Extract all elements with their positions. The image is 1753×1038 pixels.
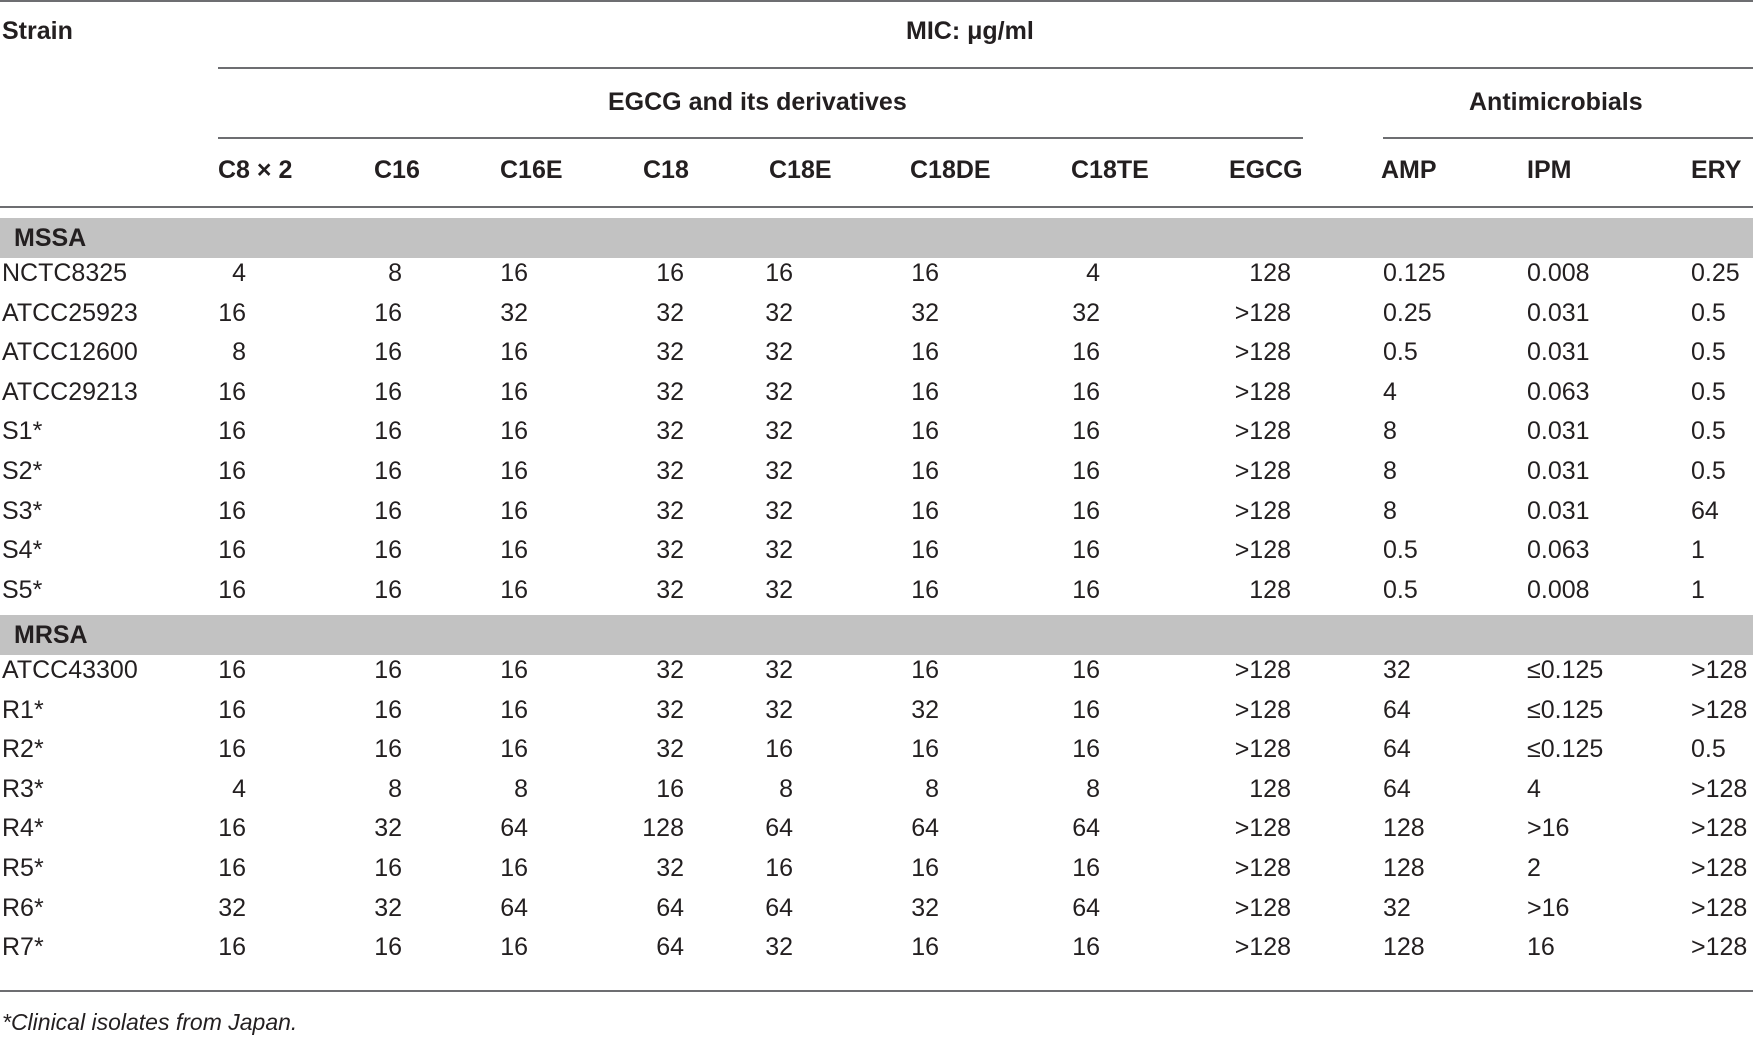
value-cell: 32 [656, 575, 684, 604]
value-cell: 16 [911, 656, 939, 684]
value-cell: 16 [218, 735, 246, 764]
value-cell: 16 [911, 457, 939, 485]
value-cell: 16 [911, 575, 939, 604]
value-cell: >128 [1691, 656, 1748, 684]
value-cell: 16 [218, 933, 246, 962]
column-header-amp: AMP [1381, 156, 1437, 184]
value-cell: 32 [374, 814, 402, 843]
table-row [0, 769, 1753, 809]
value-cell: 16 [374, 536, 402, 565]
value-cell: 0.5 [1691, 457, 1726, 485]
value-cell: 128 [1383, 814, 1425, 843]
value-cell: 8 [1086, 774, 1100, 803]
table-row [0, 451, 1753, 491]
strain-header: Strain [2, 17, 73, 45]
value-cell: 16 [500, 417, 528, 446]
value-cell: 32 [765, 536, 793, 565]
value-cell: 16 [500, 536, 528, 565]
value-cell: 1 [1691, 536, 1705, 565]
value-cell: 8 [232, 338, 246, 367]
value-cell: 16 [911, 735, 939, 764]
strain-cell: NCTC8325 [2, 259, 128, 287]
value-cell: 16 [911, 536, 939, 565]
value-cell: >128 [1234, 854, 1291, 882]
column-header-c18: C18 [643, 156, 689, 184]
value-cell: 16 [374, 933, 402, 962]
value-cell: 0.063 [1527, 377, 1590, 406]
value-cell: 16 [1527, 933, 1555, 962]
value-cell: 32 [765, 338, 793, 367]
value-cell: 64 [656, 893, 684, 922]
value-cell: 16 [500, 259, 528, 287]
value-cell: 16 [500, 575, 528, 604]
value-cell: 64 [1383, 735, 1411, 764]
value-cell: >128 [1234, 496, 1291, 525]
section-label-mssa: MSSA [14, 224, 87, 252]
strain-cell: R4* [2, 814, 44, 843]
value-cell: 16 [656, 259, 684, 287]
value-cell: >128 [1234, 298, 1291, 327]
strain-cell: ATCC25923 [2, 298, 138, 327]
column-header-c18te: C18TE [1071, 156, 1149, 184]
value-cell: 16 [374, 338, 402, 367]
value-cell: ≤0.125 [1527, 656, 1604, 684]
antimicrobials-group-rule [1383, 137, 1753, 139]
value-cell: 16 [218, 298, 246, 327]
value-cell: 32 [765, 457, 793, 485]
column-header-c8x2: C8 × 2 [218, 156, 293, 184]
column-header-c16e: C16E [500, 156, 563, 184]
value-cell: 32 [656, 338, 684, 367]
value-cell: 32 [911, 695, 939, 724]
strain-cell: S5* [2, 575, 43, 604]
antimicrobials-group-header: Antimicrobials [1469, 88, 1643, 116]
table-top-rule [0, 0, 1753, 2]
value-cell: >128 [1234, 417, 1291, 446]
value-cell: 0.5 [1691, 298, 1726, 327]
value-cell: 4 [1383, 377, 1397, 406]
value-cell: 16 [500, 338, 528, 367]
strain-cell: S2* [2, 457, 43, 485]
mic-header: MIC: μg/ml [906, 17, 1034, 45]
value-cell: 64 [656, 933, 684, 962]
value-cell: 16 [374, 735, 402, 764]
value-cell: 0.5 [1383, 338, 1418, 367]
value-cell: 32 [765, 695, 793, 724]
value-cell: 4 [232, 259, 246, 287]
value-cell: 16 [374, 575, 402, 604]
value-cell: 64 [500, 814, 528, 843]
value-cell: 16 [500, 735, 528, 764]
value-cell: 32 [500, 298, 528, 327]
value-cell: 32 [656, 298, 684, 327]
table-row [0, 530, 1753, 570]
value-cell: 0.031 [1527, 457, 1590, 485]
value-cell: 16 [1072, 656, 1100, 684]
value-cell: 0.5 [1691, 338, 1726, 367]
value-cell: >128 [1234, 656, 1291, 684]
value-cell: 0.25 [1383, 298, 1432, 327]
value-cell: 128 [642, 814, 684, 843]
value-cell: 16 [911, 496, 939, 525]
value-cell: 2 [1527, 854, 1541, 882]
strain-cell: S3* [2, 496, 43, 525]
value-cell: 8 [1383, 457, 1397, 485]
value-cell: 16 [218, 854, 246, 882]
value-cell: 16 [911, 854, 939, 882]
value-cell: 0.031 [1527, 298, 1590, 327]
value-cell: 8 [514, 774, 528, 803]
value-cell: 0.25 [1691, 259, 1740, 287]
value-cell: >128 [1691, 933, 1748, 962]
value-cell: 16 [1072, 575, 1100, 604]
value-cell: 32 [1383, 656, 1411, 684]
value-cell: 4 [1527, 774, 1541, 803]
value-cell: 32 [765, 656, 793, 684]
value-cell: 16 [911, 259, 939, 287]
value-cell: 32 [656, 695, 684, 724]
value-cell: 32 [911, 298, 939, 327]
value-cell: 64 [1072, 814, 1100, 843]
table-row [0, 927, 1753, 967]
strain-cell: ATCC43300 [2, 656, 138, 684]
table-row [0, 808, 1753, 848]
value-cell: 16 [500, 496, 528, 525]
value-cell: 16 [374, 457, 402, 485]
value-cell: 32 [656, 656, 684, 684]
footnote: *Clinical isolates from Japan. [2, 1009, 298, 1035]
value-cell: 0.125 [1383, 259, 1446, 287]
value-cell: >128 [1234, 814, 1291, 843]
value-cell: 16 [1072, 854, 1100, 882]
strain-cell: S4* [2, 536, 43, 565]
value-cell: ≤0.125 [1527, 735, 1604, 764]
strain-cell: R2* [2, 735, 44, 764]
value-cell: 16 [374, 496, 402, 525]
value-cell: 0.5 [1383, 536, 1418, 565]
value-cell: >128 [1691, 814, 1748, 843]
value-cell: 0.031 [1527, 338, 1590, 367]
value-cell: >128 [1234, 377, 1291, 406]
value-cell: 8 [388, 774, 402, 803]
value-cell: 16 [1072, 417, 1100, 446]
value-cell: 0.5 [1691, 417, 1726, 446]
table-row [0, 491, 1753, 531]
strain-cell: R6* [2, 893, 44, 922]
value-cell: 64 [765, 814, 793, 843]
value-cell: 32 [656, 735, 684, 764]
value-cell: 32 [1383, 893, 1411, 922]
value-cell: 32 [1072, 298, 1100, 327]
value-cell: 1 [1691, 575, 1705, 604]
value-cell: 32 [656, 377, 684, 406]
strain-cell: R1* [2, 695, 44, 724]
strain-cell: ATCC29213 [2, 377, 138, 406]
value-cell: 4 [232, 774, 246, 803]
value-cell: >128 [1691, 854, 1748, 882]
value-cell: 0.031 [1527, 417, 1590, 446]
value-cell: 16 [765, 735, 793, 764]
value-cell: >128 [1234, 338, 1291, 367]
value-cell: 32 [765, 298, 793, 327]
value-cell: 16 [374, 377, 402, 406]
table-row [0, 729, 1753, 769]
header-bottom-rule [0, 206, 1753, 208]
strain-cell: R7* [2, 933, 44, 962]
value-cell: 16 [1072, 735, 1100, 764]
value-cell: 64 [1383, 774, 1411, 803]
value-cell: 32 [911, 893, 939, 922]
value-cell: 16 [218, 575, 246, 604]
value-cell: 16 [1072, 377, 1100, 406]
value-cell: 16 [218, 496, 246, 525]
value-cell: 8 [1383, 417, 1397, 446]
mic-header-rule [218, 67, 1753, 69]
value-cell: 32 [765, 496, 793, 525]
value-cell: 0.008 [1527, 259, 1590, 287]
column-header-c18de: C18DE [910, 156, 991, 184]
value-cell: 16 [218, 814, 246, 843]
egcg-group-rule [218, 137, 1303, 139]
column-header-ipm: IPM [1527, 156, 1572, 184]
table-row [0, 570, 1753, 610]
value-cell: ≤0.125 [1527, 695, 1604, 724]
value-cell: >128 [1234, 695, 1291, 724]
value-cell: 16 [765, 259, 793, 287]
table-row [0, 332, 1753, 372]
column-header-egcg: EGCG [1229, 156, 1303, 184]
value-cell: 0.5 [1691, 735, 1726, 764]
value-cell: >128 [1234, 457, 1291, 485]
value-cell: 64 [1691, 496, 1719, 525]
section-label-mrsa: MRSA [14, 621, 88, 649]
value-cell: 16 [1072, 536, 1100, 565]
value-cell: >128 [1234, 933, 1291, 962]
value-cell: 16 [765, 854, 793, 882]
value-cell: 64 [500, 893, 528, 922]
strain-cell: R5* [2, 854, 44, 882]
table-bottom-rule [0, 990, 1753, 992]
value-cell: 128 [1249, 575, 1291, 604]
section-band-mrsa [0, 615, 1753, 655]
value-cell: 16 [218, 457, 246, 485]
column-header-ery: ERY [1691, 156, 1742, 184]
value-cell: 128 [1383, 854, 1425, 882]
column-header-c18e: C18E [769, 156, 832, 184]
strain-cell: S1* [2, 417, 43, 446]
value-cell: 0.5 [1691, 377, 1726, 406]
value-cell: 16 [218, 377, 246, 406]
value-cell: 0.031 [1527, 496, 1590, 525]
table-row [0, 253, 1753, 293]
value-cell: 16 [500, 933, 528, 962]
value-cell: 16 [911, 417, 939, 446]
value-cell: 16 [911, 933, 939, 962]
value-cell: 16 [500, 457, 528, 485]
table-row [0, 690, 1753, 730]
table-row [0, 848, 1753, 888]
value-cell: 16 [218, 695, 246, 724]
value-cell: 32 [218, 893, 246, 922]
value-cell: >128 [1691, 695, 1748, 724]
value-cell: 32 [656, 854, 684, 882]
value-cell: 32 [656, 457, 684, 485]
value-cell: 16 [374, 854, 402, 882]
value-cell: >128 [1234, 536, 1291, 565]
value-cell: 64 [1072, 893, 1100, 922]
value-cell: 16 [500, 854, 528, 882]
value-cell: 8 [1383, 496, 1397, 525]
section-band-mssa [0, 218, 1753, 258]
value-cell: 8 [779, 774, 793, 803]
value-cell: >16 [1527, 893, 1570, 922]
value-cell: 8 [388, 259, 402, 287]
value-cell: 16 [500, 656, 528, 684]
table-row [0, 650, 1753, 690]
value-cell: >128 [1691, 893, 1748, 922]
value-cell: 16 [1072, 695, 1100, 724]
value-cell: 16 [1072, 496, 1100, 525]
value-cell: >16 [1527, 814, 1570, 843]
egcg-group-header: EGCG and its derivatives [608, 88, 907, 116]
value-cell: 4 [1086, 259, 1100, 287]
value-cell: >128 [1691, 774, 1748, 803]
value-cell: 0.008 [1527, 575, 1590, 604]
value-cell: 16 [500, 695, 528, 724]
value-cell: 16 [374, 656, 402, 684]
value-cell: 16 [218, 417, 246, 446]
table-row [0, 293, 1753, 333]
value-cell: 32 [765, 933, 793, 962]
column-header-c16: C16 [374, 156, 420, 184]
value-cell: 64 [911, 814, 939, 843]
value-cell: 16 [218, 656, 246, 684]
value-cell: 32 [765, 377, 793, 406]
value-cell: 128 [1249, 259, 1291, 287]
value-cell: >128 [1234, 893, 1291, 922]
table-row [0, 888, 1753, 928]
value-cell: 32 [765, 575, 793, 604]
value-cell: 16 [374, 298, 402, 327]
value-cell: 32 [374, 893, 402, 922]
value-cell: 16 [1072, 457, 1100, 485]
table-row [0, 411, 1753, 451]
value-cell: 32 [656, 417, 684, 446]
value-cell: 16 [1072, 338, 1100, 367]
value-cell: 16 [374, 695, 402, 724]
value-cell: 16 [374, 417, 402, 446]
value-cell: 16 [911, 338, 939, 367]
value-cell: 16 [656, 774, 684, 803]
value-cell: 64 [765, 893, 793, 922]
value-cell: 16 [911, 377, 939, 406]
value-cell: 8 [925, 774, 939, 803]
strain-cell: ATCC12600 [2, 338, 138, 367]
strain-cell: R3* [2, 774, 44, 803]
value-cell: 16 [218, 536, 246, 565]
value-cell: 64 [1383, 695, 1411, 724]
value-cell: 0.063 [1527, 536, 1590, 565]
value-cell: 16 [500, 377, 528, 406]
value-cell: 128 [1383, 933, 1425, 962]
value-cell: 128 [1249, 774, 1291, 803]
value-cell: 0.5 [1383, 575, 1418, 604]
value-cell: 16 [1072, 933, 1100, 962]
value-cell: 32 [656, 496, 684, 525]
value-cell: >128 [1234, 735, 1291, 764]
value-cell: 32 [656, 536, 684, 565]
table-row [0, 372, 1753, 412]
value-cell: 32 [765, 417, 793, 446]
